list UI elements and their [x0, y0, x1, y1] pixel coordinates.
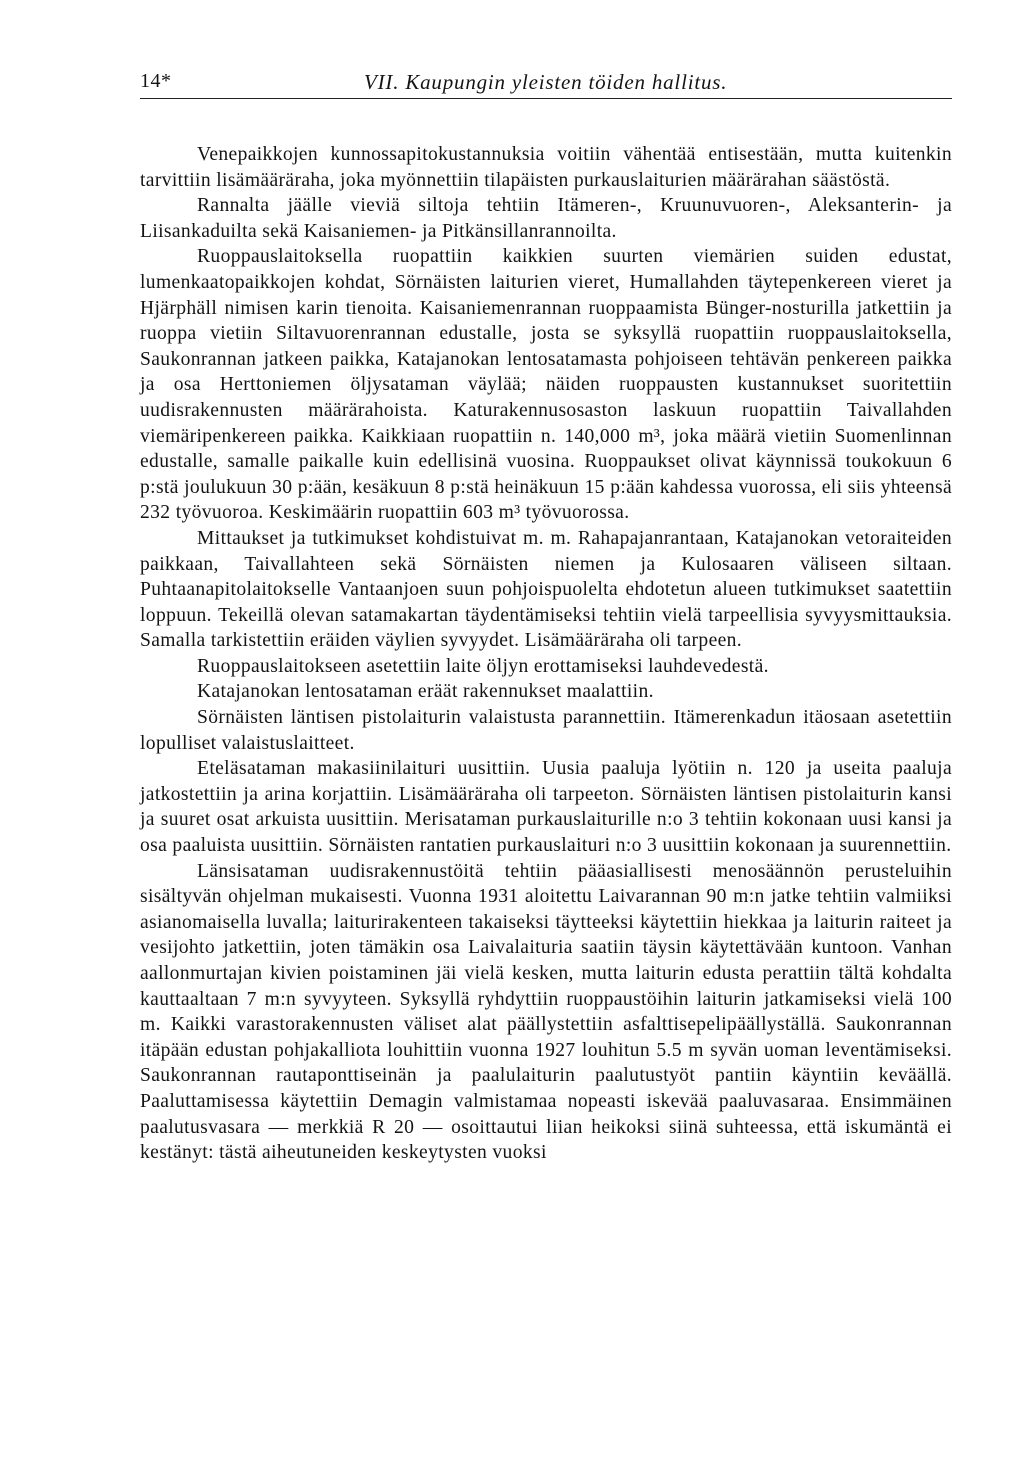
chapter-title: VII. Kaupungin yleisten töiden hallitus.: [364, 70, 728, 94]
paragraph-mittaukset: Mittaukset ja tutkimukset kohdistuivat m. m. Rahapajanrantaan, Katajanokan vetoraiteiden paikkaan, Taivallahteen sekä Sörnäisten niemen ja Kulosaaren väliseen siltaan. Puhtaanapitolaitokselle Vantaanjoen suun pohjoispuolelta ehdotetun alueen tutkimukset saatettiin loppuun. Tekeillä olevan satamakartan täydentämiseksi tehtiin vielä tarpeellisia syvyysmittauksia. Samalla tarkistettiin eräiden väylien syvyydet. Lisämääräraha oli tarpeen.: [140, 527, 952, 652]
paragraph-lansisatama: Länsisataman uudisrakennustöitä tehtiin pääasiallisesti menosäännön perusteluihin sisältyvän ohjelman mukaisesti. Vuonna 1931 aloitettu Laivarannan 90 m:n jatke tehtiin valmiiksi asianomaisella luvalla; laiturirakenteen takaiseksi täytteeksi käytettiin hiekkaa ja laiturin raiteet ja vesijohto jatkettiin, joten tämäkin osa Laivalaituria saatiin täysin käytettävään kuntoon. Vanhan aallonmurtajan kivien poistaminen jäi vielä kesken, mutta laiturin edusta perattiin tältä kohdalta kauttaaltaan 7 m:n syvyyteen. Syksyllä ryhdyttiin ruoppaustöihin laiturin jatkamiseksi vielä 100 m. Kaikki varastorakennusten väliset alat päällystettiin asfalttisepelipäällyställä. Saukonrannan itäpään edustan pohjakalliota louhittiin vuonna 1927 louhitun 5.5 m syvän uoman leventämiseksi. Saukonrannan rautaponttiseinän ja paalulaiturin paalutustyöt pantiin käyntiin keväällä. Paaluttamisessa käytettiin Demagin valmistamaa nopeasti iskevää paaluvasaraa. Ensimmäinen paalutusvasara — merkkiä R 20 — osoittautui liian heikoksi siinä suhteessa, että iskumäntä ei kestänyt: tästä aiheutuneiden keskeytysten vuoksi: [140, 860, 952, 1164]
paragraph-venepaikat: Venepaikkojen kunnossapitokustannuksia voitiin vähentää entisestään, mutta kuitenkin tarvittiin lisämääräraha, joka myönnettiin tilapäisten purkauslaiturien määrärahan säästöstä.: [140, 144, 952, 191]
paragraph-valaistus: Sörnäisten läntisen pistolaiturin valaistusta parannettiin. Itämerenkadun itäosaan asetettiin lopulliset valaistuslaitteet.: [140, 707, 952, 754]
page-number: 14*: [140, 70, 172, 92]
paragraph-ruoppaus: Ruoppauslaitoksella ruopattiin kaikkien suurten viemärien suiden edustat, lumenkaatopaikkojen kohdat, Sörnäisten laiturien vieret, Humallahden täytepenkereen vieret ja Hjärphäll nimisen karin tienoita. Kaisaniemenrannan ruoppaamista Bünger-nosturilla jatkettiin ja ruoppa vietiin Siltavuorenrannan edustalle, josta se syksyllä ruopattiin ruoppauslaitoksella, Saukonrannan jatkeen paikka, Katajanokan lentosatamasta pohjoiseen tehtävän penkereen paikka ja osa Herttoniemen öljysataman väylää; näiden ruoppausten kustannukset suoritettiin uudisrakennusten määrärahoista. Katurakennusosaston laskuun ruopattiin Taivallahden viemäripenkereen paikka. Kaikkiaan ruopattiin n. 140,000 m³, joka määrä vietiin Suomenlinnan edustalle, samalle paikalle kuin edellisinä vuosina. Ruoppaukset olivat käynnissä toukokuun 6 p:stä joulukuun 30 p:ään, kesäkuun 8 p:stä heinäkuun 15 p:ään kahdessa vuorossa, eli siis yhteensä 232 työvuoroa. Keskimäärin ruopattiin 603 m³ työvuorossa.: [140, 246, 952, 524]
paragraph-lentosatama: Katajanokan lentosataman eräät rakennukset maalattiin.: [197, 681, 654, 703]
paragraph-oljyn-erotus: Ruoppauslaitokseen asetettiin laite öljyn erottamiseksi lauhdevedestä.: [197, 655, 769, 677]
body-text: [140, 142, 952, 1166]
running-head: [140, 66, 952, 99]
document-page: [140, 66, 952, 1166]
paragraph-etelasatama: Eteläsataman makasiinilaituri uusittiin. Uusia paaluja lyötiin n. 120 ja useita paaluja jatkostettiin ja arina korjattiin. Lisämääräraha oli tarpeeton. Sörnäisten läntisen pistolaiturin kansi ja suuret osat arkuista uusittiin. Merisataman purkauslaiturille n:o 3 tehtiin kokonaan uusi kansi ja osa paaluista uusittiin. Sörnäisten rantatien purkauslaituri n:o 3 uusittiin kokonaan ja suurennettiin.: [140, 758, 952, 857]
paragraph-sillat: Rannalta jäälle vieviä siltoja tehtiin Itämeren-, Kruunuvuoren-, Aleksanterin- ja Liisankaduilta sekä Kaisaniemen- ja Pitkänsillanrannoilta.: [140, 195, 952, 242]
